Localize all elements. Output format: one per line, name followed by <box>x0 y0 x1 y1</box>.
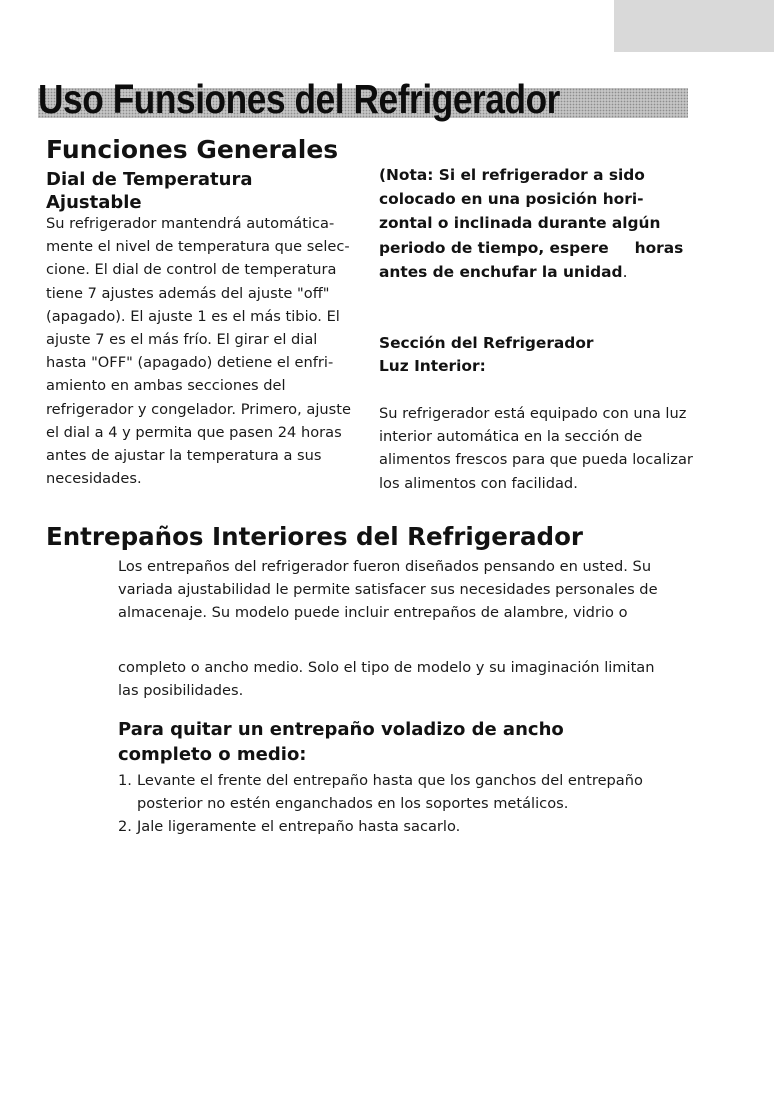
page-title: Uso Funsiones del Refrigerador <box>38 76 560 122</box>
leveling-note <box>379 163 699 284</box>
shelves-paragraph-1: Los entrepaños del refrigerador fueron diseñados pensando en usted. Su variada ajustabilidad le permite satisfacer sus necesidades personales de almacenaje. Su modelo puede incluir entrepaños de alambre, vidrio o <box>118 558 658 622</box>
temperature-dial-heading: Dial de Temperatura Ajustable <box>46 169 253 213</box>
temperature-dial-paragraph: Su refrigerador mantendrá automática- mente el nivel de temperatura que selec- cione. El dial de control de temperatura tiene 7 ajustes además del ajuste "off" (apagado). El ajuste 1 es el más tibio. El ajuste 7 es el más frío. El girar el dial hasta "OFF" (apagado) detiene el enfri- amiento en ambas secciones del refrigerador y congelador. Primero, ajuste el dial a 4 y permita que pasen 24 horas antes de ajustar la temperatura a sus necesidades. <box>46 215 351 488</box>
note-period: . <box>622 262 628 281</box>
step-number: 2. <box>118 818 132 836</box>
list-item <box>118 769 678 815</box>
shelf-removal-heading: Para quitar un entrepaño voladizo de ancho completo o medio: <box>118 719 564 765</box>
page-corner-tab <box>614 0 774 52</box>
interior-light-paragraph: Su refrigerador está equipado con una luz interior automática en la sección de alimentos frescos para que pueda localizar los alimentos con facilidad. <box>379 405 693 492</box>
shelf-removal-steps <box>118 769 678 839</box>
note-text-end: horas antes de enchufar la unidad <box>379 238 684 281</box>
interior-light-heading: Luz Interior: <box>379 357 486 375</box>
step-text: Jale ligeramente el entrepaño hasta sacarlo. <box>137 818 461 836</box>
shelves-paragraph-2: completo o ancho medio. Solo el tipo de modelo y su imaginación limitan las posibilidades. <box>118 659 655 700</box>
step-text: Levante el frente del entrepaño hasta que los ganchos del entrepaño posterior no estén enganchados en los soportes metálicos. <box>137 772 643 813</box>
interior-shelves-heading: Entrepaños Interiores del Refrigerador <box>46 522 583 551</box>
note-text-start: (Nota: Si el refrigerador a sido colocado en una posición hori- zontal o inclinada durante algún periodo de tiempo, espere <box>379 166 661 257</box>
refrigerator-section-heading: Sección del Refrigerador <box>379 334 594 352</box>
general-functions-heading: Funciones Generales <box>46 135 339 164</box>
step-number: 1. <box>118 772 132 789</box>
list-item <box>118 815 678 838</box>
